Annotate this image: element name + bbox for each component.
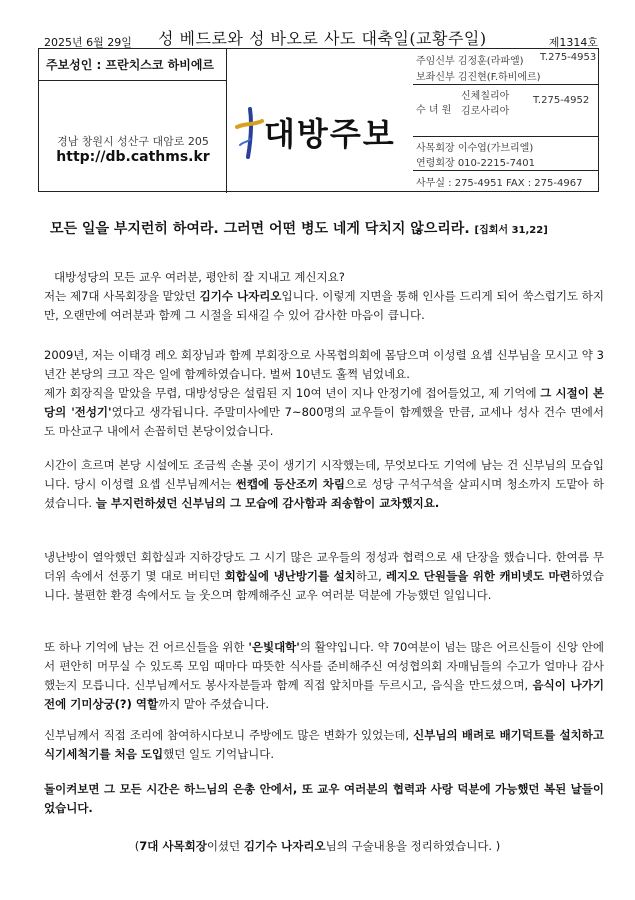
issue-number: 제1314호 [548, 36, 598, 49]
office-contact: 사무실 : 275-4951 FAX : 275-4967 [416, 178, 583, 189]
paragraph-3: 시간이 흐르며 본당 시설에도 조금씩 손볼 곳이 생기기 시작했는데, 무엇보다도 기억에 남는 건 신부님의 모습입니다. 당시 이성렬 요셉 신부님께서는 썬캡에 등산조끼 차림으로 성당 구석구석을 살피시며 청소까지 도맡아 하셨습니다. 늘 부지런하셨던 신부님의 그 모습에 감사함과 죄송함이 교차했지요. [44, 458, 604, 510]
assistant-label: 보좌신부 김진현(F.하비에르) [416, 72, 541, 83]
sisters-label: 수 녀 원 [416, 105, 452, 116]
bulletin-header [38, 48, 599, 192]
cross-icon [234, 107, 264, 159]
parish-url[interactable]: http://db.cathms.kr [56, 149, 210, 165]
paragraph-7: 돌이켜보면 그 모든 시간은 하느님의 은총 안에서, 또 교우 여러분의 협력과 사랑 덕분에 가능했던 복된 날들이었습니다. [44, 782, 604, 815]
patron-saint: 주보성인 : 프란치스코 하비에르 [39, 49, 227, 81]
pastor-tel: T.275-4953 [540, 52, 597, 63]
headline-text: 모든 일을 부지런히 하여라. 그러면 어떤 병도 네게 닥치지 않으리라. [50, 221, 470, 237]
paragraph-5: 또 하나 기억에 남는 건 어르신들을 위한 '은빛대학'의 활약입니다. 약 70여분이 넘는 많은 어르신들이 신앙 안에서 편안히 머무실 수 있도록 모임 때마다 따뜻한 식사를 준비해주신 여성협의회 자매님들의 수고가 얼마나 감사했는지 모릅니다. 신부님께서도 봉사자분들과 함께 직접 앞치마를 두르시고, 음식을 만드셨으며, 음식이 나가기 전에 기미상궁(?) 역할까지 맡아 주셨습니다. [44, 640, 604, 711]
council-head: 사목회장 이수엽(가브리엘) [416, 143, 534, 154]
paragraph-1: 대방성당의 모든 교우 여러분, 평안히 잘 지내고 계신지요? 저는 제7대 사목회장을 맡았던 김기수 나자리오입니다. 이렇게 지면을 통해 인사를 드리게 되어 쑥스럽기도 하지만, 오랜만에 여러분과 함께 그 시절을 되새길 수 있어 감사한 마음이 큽니다. [44, 270, 605, 322]
paragraph-2: 2009년, 저는 이태경 레오 회장님과 함께 부회장으로 사목협의회에 몸담으며 이성렬 요셉 신부님을 모시고 약 3년간 본당의 크고 작은 일에 함께하였습니다. 벌써 10년도 훌쩍 넘었네요. 제가 회장직을 맡았을 무렵, 대방성당은 설립된 지 10여 년이 지나 안정기에 접어들었고, 제 기억에 그 시절이 본당의 '전성기'였다고 생각됩니다. 주말미사에만 7~800명의 교우들이 함께했을 만큼, 교세나 성사 건수 면에서도 마산교구 내에서 손꼽히던 본당이었습니다. [44, 348, 604, 438]
parish-address: 경남 창원시 성산구 대암로 205 [57, 135, 209, 148]
headline-quote [50, 218, 548, 238]
bulletin-title-row [38, 26, 598, 48]
sister-name-2: 김로사리아 [461, 106, 510, 117]
feast-title: 성 베드로와 성 바오로 사도 대축일(교황주일) [158, 29, 487, 48]
sister-name-1: 신체칠리아 [461, 91, 510, 102]
bulletin-name: 대방주보 [264, 115, 396, 153]
bulletin-logo [234, 107, 404, 159]
pastor-label: 주임신부 김정훈(라파엘) [416, 56, 524, 67]
issue-date: 2025년 6월 29일 [44, 36, 132, 49]
closing-note: (7대 사목회장이셨던 김기수 나자리오님의 구술내용을 정리하였습니다. ) [134, 839, 501, 853]
paragraph-6: 신부님께서 직접 조리에 참여하시다보니 주방에도 많은 변화가 있었는데, 신부님의 배려로 배기덕트를 설치하고 식기세척기를 처음 도입했던 일도 기억납니다. [44, 728, 604, 761]
paragraph-4: 냉난방이 열악했던 회합실과 지하강당도 그 시기 많은 교우들의 정성과 협력으로 새 단장을 했습니다. 한여름 무더위 속에서 선풍기 몇 대로 버티던 회합실에 냉난방기를 설치하고, 레지오 단원들을 위한 캐비넷도 마련하였습니다. 불편한 환경 속에서도 늘 웃으며 함께해주신 교우 여러분 덕분에 가능했던 일입니다. [44, 550, 605, 602]
sisters-tel: T.275-4952 [533, 95, 590, 106]
council-contact: 연령회장 010-2215-7401 [416, 158, 536, 169]
headline-reference: [집회서 31,22] [474, 225, 548, 236]
